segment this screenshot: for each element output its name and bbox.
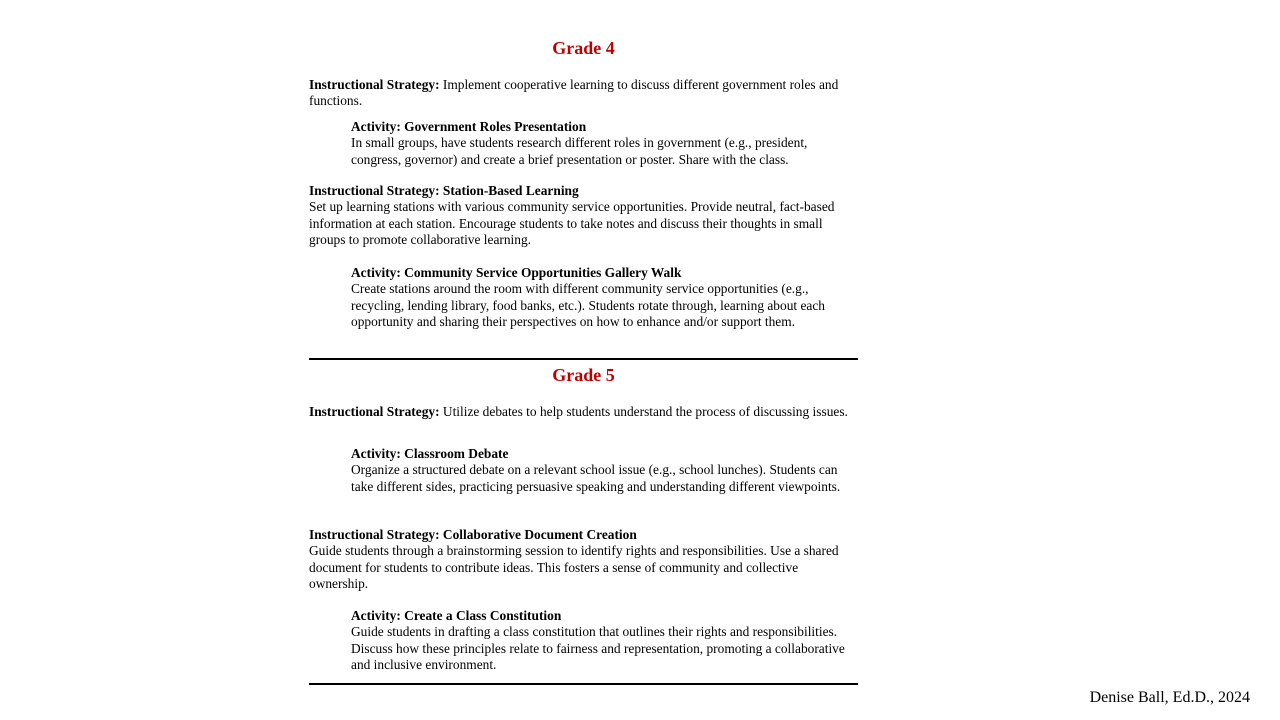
strategy-title: Instructional Strategy: Collaborative Document Creation bbox=[309, 527, 637, 542]
section-divider bbox=[309, 358, 858, 360]
strategy-text: Set up learning stations with various community service opportunities. Provide neutral, fact-based information at each station. Encourage students to take notes and discuss their thoughts in small groups to promote collaborative learning. bbox=[309, 199, 835, 247]
activity-title: Activity: Government Roles Presentation bbox=[351, 119, 587, 134]
activity-title: Activity: Community Service Opportunities Gallery Walk bbox=[351, 265, 682, 280]
grade-5-heading: Grade 5 bbox=[552, 365, 615, 385]
strategy-text: Utilize debates to help students understand the process of discussing issues. bbox=[439, 404, 848, 419]
activity-text: Guide students in drafting a class constitution that outlines their rights and responsibilities. Discuss how these principles relate to fairness and representation, promoting a collaborative and inclusive environment. bbox=[351, 624, 845, 672]
grade-4-strategy-1 bbox=[309, 77, 858, 110]
strategy-label: Instructional Strategy: bbox=[309, 404, 440, 419]
strategy-label: Instructional Strategy: bbox=[309, 77, 440, 92]
grade-5-strategy-1 bbox=[309, 404, 858, 420]
grade-4-heading: Grade 4 bbox=[552, 38, 615, 58]
strategy-text: Guide students through a brainstorming session to identify rights and responsibilities. Use a shared document for students to contribute ideas. This fosters a sense of community and collective ownership. bbox=[309, 543, 839, 591]
author-credit: Denise Ball, Ed.D., 2024 bbox=[1089, 689, 1250, 706]
strategy-title: Instructional Strategy: Station-Based Learning bbox=[309, 183, 579, 198]
strategy-text: Implement cooperative learning to discuss different government roles and functions. bbox=[309, 77, 839, 109]
activity-title: Activity: Create a Class Constitution bbox=[351, 608, 562, 623]
grade-5-activity-1 bbox=[351, 446, 858, 495]
activity-text: Create stations around the room with different community service opportunities (e.g., recycling, lending library, food banks, etc.). Students rotate through, learning about each opportunity and sharing their perspectives on how to enhance and/or support them. bbox=[351, 281, 825, 329]
grade-5-strategy-2 bbox=[309, 527, 858, 592]
grade-4-activity-1 bbox=[351, 119, 858, 168]
grade-4-activity-2 bbox=[351, 265, 858, 330]
activity-title: Activity: Classroom Debate bbox=[351, 446, 509, 461]
activity-text: Organize a structured debate on a relevant school issue (e.g., school lunches). Students can take different sides, practicing persuasive speaking and understanding different viewpoints. bbox=[351, 462, 841, 494]
grade-4-strategy-2 bbox=[309, 183, 858, 248]
activity-text: In small groups, have students research different roles in government (e.g., president, congress, governor) and create a brief presentation or poster. Share with the class. bbox=[351, 135, 808, 167]
grade-5-activity-2 bbox=[351, 608, 858, 673]
section-divider bbox=[309, 683, 858, 685]
